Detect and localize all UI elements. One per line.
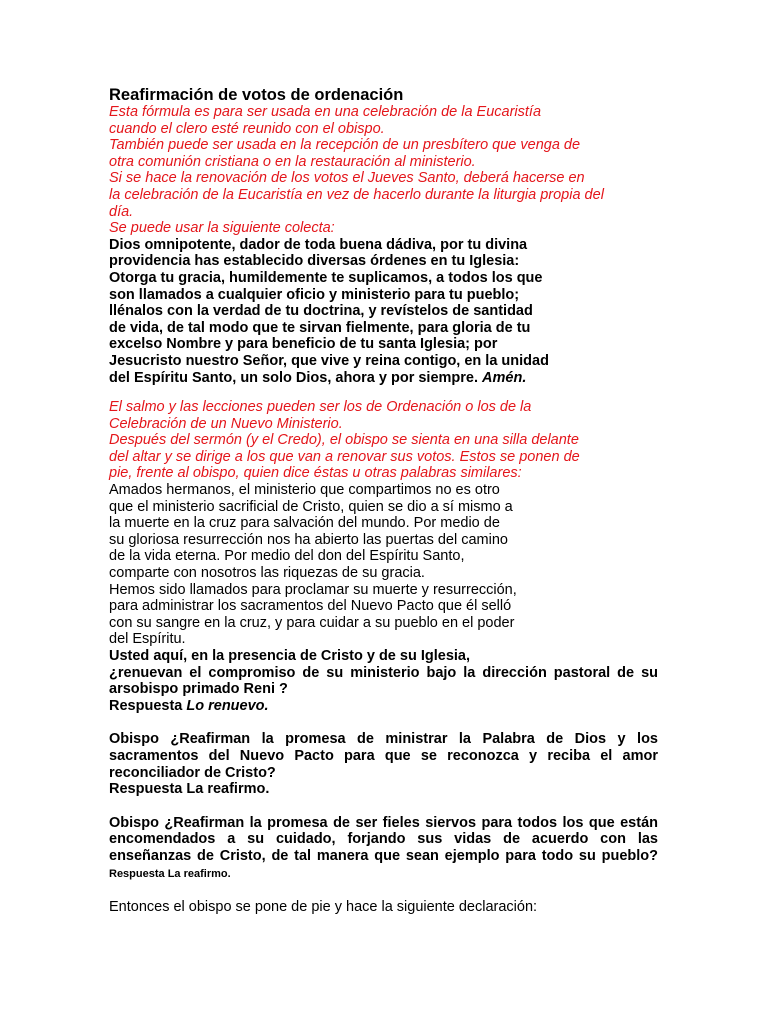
question-word-sacraments (109, 731, 728, 797)
rubric-line: cuando el clero esté reunido con el obispo. (109, 120, 385, 137)
collect-line: llénalos con la verdad de tu doctrina, y revístelos de santidad (109, 303, 533, 320)
question-intro: Usted aquí, en la presencia de Cristo y de su Iglesia, (109, 648, 471, 664)
collect-amen: Amén. (482, 369, 527, 386)
address-line: la muerte en la cruz para salvación del mundo. Por medio de (109, 515, 500, 532)
rubric-line: Esta fórmula es para ser usada en una celebración de la Eucaristía (109, 104, 542, 120)
question-text: Obispo ¿Reafirman la promesa de ministrar la Palabra de Dios y los sacramentos del Nuevo Pacto para que se reconozca y reciba el amor reconciliador de Cristo? (109, 731, 658, 781)
question-faithful-servants (109, 815, 728, 882)
rubric-readings (109, 399, 728, 482)
rubric-line: También puede ser usada en la recepción de un presbítero que venga de (109, 137, 581, 154)
address-line: comparte con nosotros las riquezas de su gracia. (109, 565, 425, 582)
response-text: Respuesta La reafirmo. (109, 781, 270, 798)
response-label: Respuesta (109, 697, 183, 714)
rubric-line: pie, frente al obispo, quien dice éstas u otras palabras similares: (109, 465, 522, 482)
address-line: Hemos sido llamados para proclamar su muerte y resurrección, (109, 581, 517, 598)
collect-line-text: del Espíritu Santo, un solo Dios, ahora y por siempre. (109, 369, 479, 386)
rubric-line: Se puede usar la siguiente colecta: (109, 220, 335, 237)
collect-line: Jesucristo nuestro Señor, que vive y reina contigo, en la unidad (109, 352, 549, 369)
address-line: del Espíritu. (109, 631, 186, 648)
question-body: Obispo ¿Reafirman la promesa de ser fieles siervos para todos los que están encomendados a su cuidado, forjando sus vidas de acuerdo con las enseñanzas de Cristo, de tal manera que sean ejemplo para todo su pueblo? (109, 814, 658, 864)
collect-line: de vida, de tal modo que te sirvan fielmente, para gloria de tu (109, 319, 531, 336)
collect-prayer (109, 237, 728, 386)
collect-line: providencia has establecido diversas órdenes en tu Iglesia: (109, 253, 520, 270)
address-line: con su sangre en la cruz, y para cuidar a su pueblo en el poder (109, 614, 515, 631)
question-text (109, 815, 658, 882)
response-line (109, 698, 728, 715)
closing-rubric: Entonces el obispo se pone de pie y hace la siguiente declaración: (109, 899, 538, 916)
rubric-line: Si se hace la renovación de los votos el Jueves Santo, deberá hacerse en (109, 170, 585, 187)
rubric-line: El salmo y las lecciones pueden ser los de Ordenación o los de la (109, 399, 532, 416)
address-line: que el ministerio sacrificial de Cristo, quien se dio a sí mismo a (109, 498, 513, 515)
address-line: su gloriosa resurrección nos ha abierto las puertas del camino (109, 531, 508, 548)
question-text: ¿renuevan el compromiso de su ministerio bajo la dirección pastoral de su arsobispo primado Reni ? (109, 664, 658, 698)
rubric-line: la celebración de la Eucaristía en vez de hacerlo durante la liturgia propia del (109, 186, 604, 203)
response-text: Respuesta La reafirmo. (109, 867, 231, 880)
collect-line: excelso Nombre y para beneficio de tu santa Iglesia; por (109, 336, 498, 353)
rubric-line: otra comunión cristiana o en la restauración al ministerio. (109, 153, 476, 170)
rubric-line: Celebración de un Nuevo Ministerio. (109, 415, 343, 432)
question-renewal (109, 648, 728, 714)
collect-line: Otorga tu gracia, humildemente te suplicamos, a todos los que (109, 269, 543, 286)
rubric-intro (109, 104, 728, 237)
collect-line: son llamados a cualquier oficio y ministerio para tu pueblo; (109, 286, 520, 303)
collect-line-last (109, 370, 728, 387)
collect-line: Dios omnipotente, dador de toda buena dádiva, por tu divina (109, 236, 528, 253)
rubric-line: del altar y se dirige a los que van a renovar sus votos. Estos se ponen de (109, 448, 580, 465)
address-line: de la vida eterna. Por medio del don del Espíritu Santo, (109, 548, 465, 565)
rubric-line: día. (109, 203, 134, 220)
rubric-line: Después del sermón (y el Credo), el obispo se sienta en una silla delante (109, 432, 579, 449)
bishop-address (109, 482, 728, 648)
address-line: Amados hermanos, el ministerio que compartimos no es otro (109, 482, 500, 499)
response-text: Lo renuevo. (186, 697, 269, 714)
address-line: para administrar los sacramentos del Nuevo Pacto que él selló (109, 598, 512, 615)
document-title: Reafirmación de votos de ordenación (109, 86, 404, 104)
